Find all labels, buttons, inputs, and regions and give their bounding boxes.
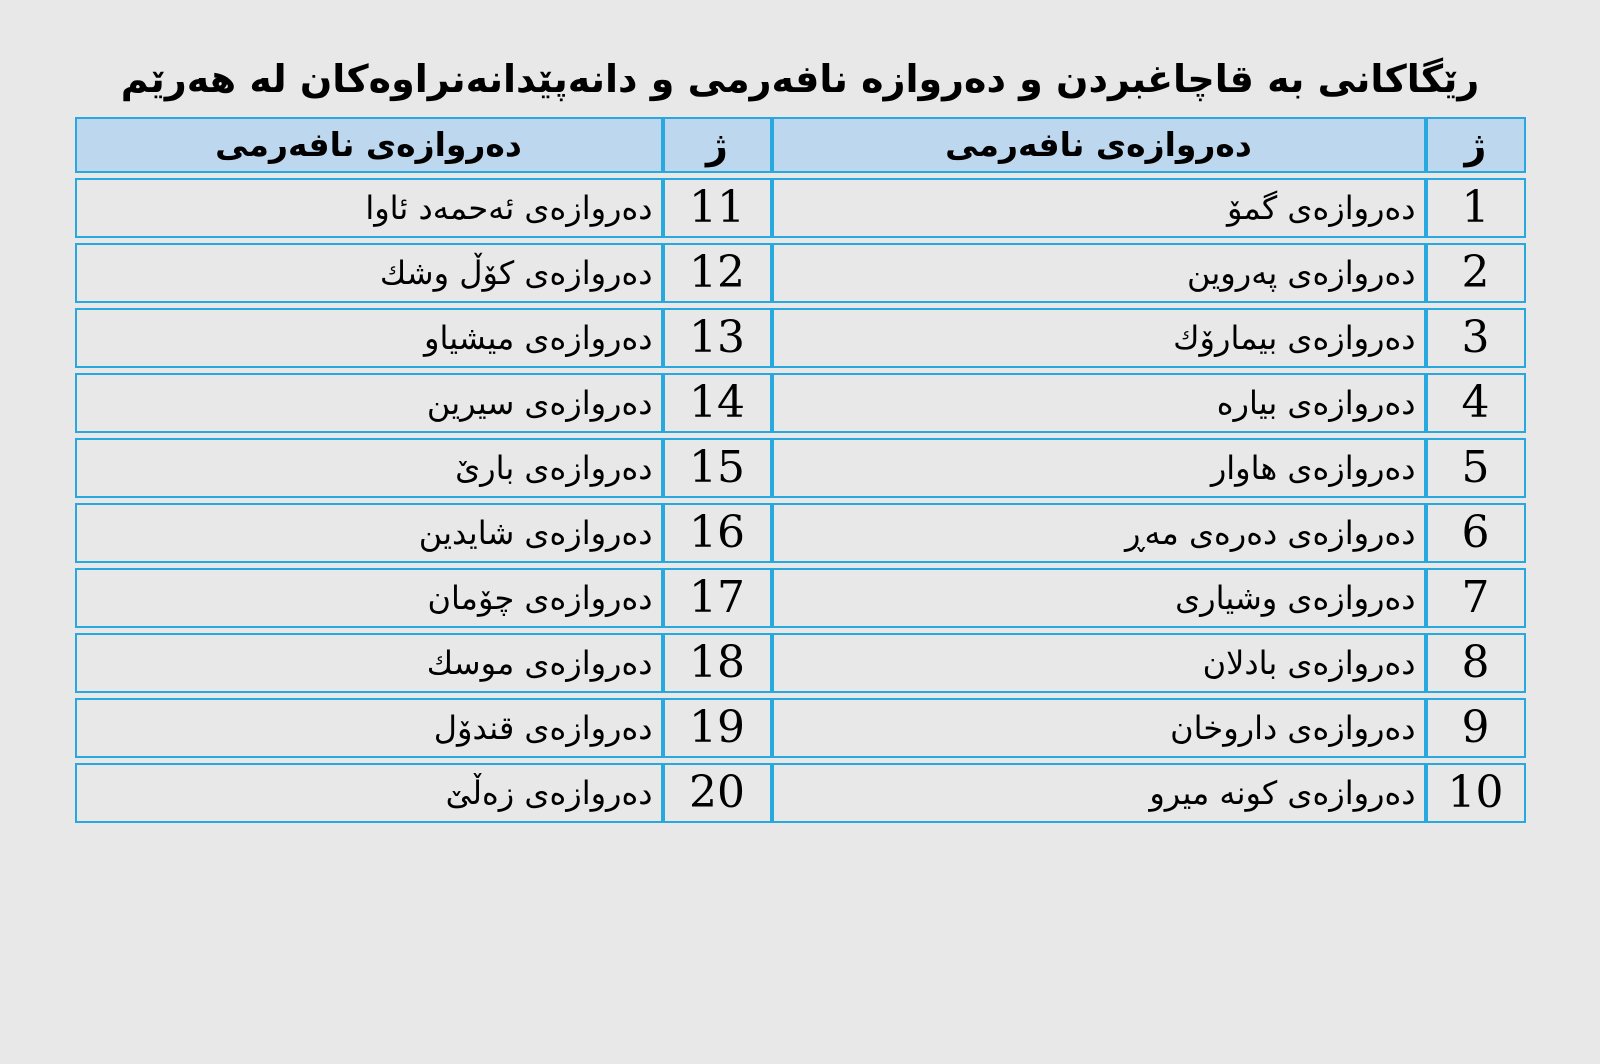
gate-name-cell: دەروازەی پەروین [772, 243, 1426, 303]
row-number-cell: 14 [663, 373, 772, 433]
row-number-cell: 15 [663, 438, 772, 498]
row-number-cell: 12 [663, 243, 772, 303]
gate-name-cell: دەروازەی هاوار [772, 438, 1426, 498]
gate-name-cell: دەروازەی وشیاری [772, 568, 1426, 628]
gate-name-cell: دەروازەی میشیاو [75, 308, 663, 368]
gate-name-cell: دەروازەی بادلان [772, 633, 1426, 693]
gate-name-cell: دەروازەی گمۆ [772, 178, 1426, 238]
gate-name-cell: دەروازەی داروخان [772, 698, 1426, 758]
column-header-gate-left: دەروازەی نافەرمی [75, 117, 663, 173]
row-number-cell: 11 [663, 178, 772, 238]
gate-name-cell: دەروازەی ئەحمەد ئاوا [75, 178, 663, 238]
informal-gates-table [75, 112, 1526, 828]
table-row [75, 763, 1526, 823]
row-number-cell: 18 [663, 633, 772, 693]
table-header-row [75, 117, 1526, 173]
gate-name-cell: دەروازەی بیارە [772, 373, 1426, 433]
row-number-cell: 19 [663, 698, 772, 758]
table-row [75, 178, 1526, 238]
column-header-number-left: ژ [663, 117, 772, 173]
table-row [75, 698, 1526, 758]
table-row [75, 633, 1526, 693]
gate-name-cell: دەروازەی زەڵێ [75, 763, 663, 823]
gate-name-cell: دەروازەی بیمارۆك [772, 308, 1426, 368]
table-row [75, 438, 1526, 498]
document-page [0, 56, 1600, 1064]
document-content [0, 56, 1600, 828]
row-number-cell: 8 [1426, 633, 1526, 693]
row-number-cell: 4 [1426, 373, 1526, 433]
row-number-cell: 20 [663, 763, 772, 823]
gate-name-cell: دەروازەی دەرەی مەڕ [772, 503, 1426, 563]
row-number-cell: 9 [1426, 698, 1526, 758]
column-header-number-right: ژ [1426, 117, 1526, 173]
row-number-cell: 3 [1426, 308, 1526, 368]
row-number-cell: 5 [1426, 438, 1526, 498]
table-row [75, 503, 1526, 563]
gate-name-cell: دەروازەی چۆمان [75, 568, 663, 628]
gate-name-cell: دەروازەی كۆڵ وشك [75, 243, 663, 303]
row-number-cell: 16 [663, 503, 772, 563]
table-body [75, 178, 1526, 823]
row-number-cell: 10 [1426, 763, 1526, 823]
row-number-cell: 17 [663, 568, 772, 628]
page-title: رێگاکانی بە قاچاغبردن و دەروازە نافەرمی و دانەپێدانەنراوەکان لە هەرێم [120, 57, 1480, 101]
row-number-cell: 6 [1426, 503, 1526, 563]
table-head [75, 117, 1526, 173]
gate-name-cell: دەروازەی كونە میرو [772, 763, 1426, 823]
gate-name-cell: دەروازەی بارێ [75, 438, 663, 498]
table-row [75, 243, 1526, 303]
table-row [75, 568, 1526, 628]
gate-name-cell: دەروازەی قندۆل [75, 698, 663, 758]
column-header-gate-right: دەروازەی نافەرمی [772, 117, 1426, 173]
table-row [75, 373, 1526, 433]
gate-name-cell: دەروازەی سیرین [75, 373, 663, 433]
row-number-cell: 7 [1426, 568, 1526, 628]
row-number-cell: 13 [663, 308, 772, 368]
gate-name-cell: دەروازەی موسك [75, 633, 663, 693]
table-row [75, 308, 1526, 368]
gate-name-cell: دەروازەی شایدین [75, 503, 663, 563]
row-number-cell: 1 [1426, 178, 1526, 238]
row-number-cell: 2 [1426, 243, 1526, 303]
